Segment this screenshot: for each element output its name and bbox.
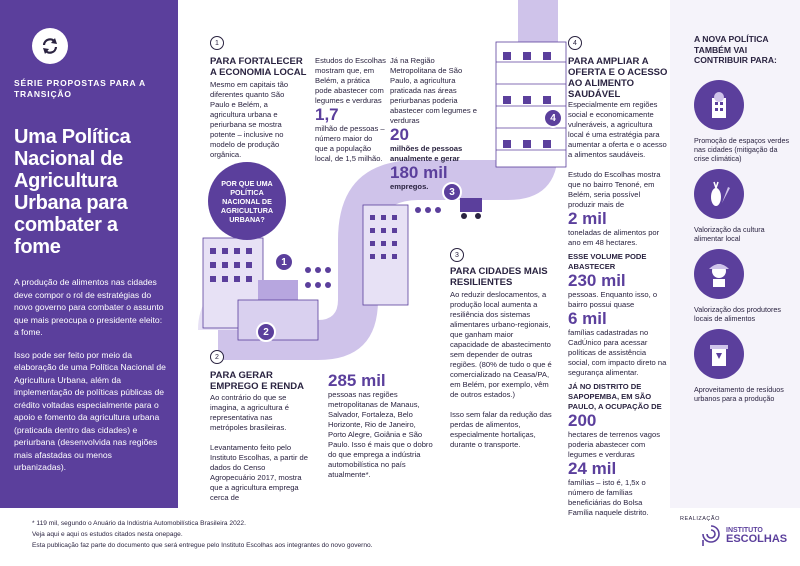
left-panel — [0, 0, 178, 508]
stat-belem-people: 1,7 — [315, 105, 339, 124]
map-marker-2: 2 — [256, 322, 276, 342]
contribution-text: Valorização da cultura alimentar local — [694, 224, 765, 243]
section-number-1: 1 — [210, 36, 224, 50]
realizacao-label: REALIZAÇÃO — [680, 516, 720, 522]
section-2-title: PARA GERAR EMPREGO E RENDA — [210, 370, 304, 392]
refresh-arrows-icon — [32, 28, 68, 64]
stat-people-supplied: 230 mil — [568, 271, 626, 290]
section-4-title: PARA AMPLIAR A OFERTA E O ACESSO AO ALIMENTO SAUDÁVEL — [568, 56, 668, 100]
contribution-text: Valorização dos produtores locais de alimentos — [694, 304, 781, 323]
contributions-title: A NOVA POLÍTICA TAMBÉM VAI CONTRIBUIR PARA: — [694, 34, 777, 65]
org-line-2: ESCOLHAS — [726, 533, 788, 545]
publication-note: Esta publicação faz parte do documento que será entregue pelo Instituto Escolhas aos integrantes do novo governo. — [32, 542, 373, 549]
contribution-text: Promoção de espaços verdes nas cidades (mitigação da crise climática) — [694, 135, 790, 163]
escolhas-fingerprint-icon — [700, 522, 722, 548]
section-1-title: PARA FORTALECER A ECONOMIA LOCAL — [210, 56, 307, 78]
section-2-stat: 285 mil pessoas nas regiões metropolitanas de Manaus, Salvador, Fortaleza, Belo Horizonte, Rio de Janeiro, Porto Alegre, Goiânia e São Paulo. Isso é mais que o dobro do que emprega a indústria automobilística no país atualmente*. — [328, 371, 433, 479]
stat-sp-people: 20 — [390, 125, 409, 144]
intro-paragraph-1: A produção de alimentos nas cidades deve compor o rol de estratégias do novo governo para combater o assunto que mais preocupa o presidente eleito: a fome. — [14, 277, 164, 337]
stat-agri-jobs: 285 mil — [328, 371, 386, 390]
contribution-item — [694, 169, 792, 243]
intro-paragraph-2: Isso pode ser feito por meio da elaboração de uma Política Nacional de Agricultura Urbana, além da implementação de políticas públicas de crédito voltadas especialmente para o apoio e fomento da agricultura urbana (praticada dentro das cidades) e periurbana (desenvolvida nas regiões mais afastadas ou menos urbanizadas). — [14, 349, 166, 472]
section-1-sao-paulo: Já na Região Metropolitana de São Paulo, a agricultura praticada nas áreas periurbanas poderia abastecer com legumes e verduras 20 milhões de pessoas anualmente e gerar 180 mil empregos. — [390, 56, 482, 192]
contribution-text: Aproveitamento de resíduos urbanos para a produção — [694, 384, 784, 403]
map-marker-3: 3 — [442, 182, 462, 202]
infographic-body — [178, 0, 670, 517]
section-3-title: PARA CIDADES MAIS RESILIENTES — [450, 266, 548, 288]
section-4-text: Especialmente em regiões social e economicamente vulneráveis, a agricultura local é uma estratégia para aumentar a oferta e o acesso a alimentos saudáveis. Estudo do Escolhas mostra que no bairro Tenoné, em Belém, seria possível produzir mais de 2 mil toneladas de alimentos por ano em 48 hectares. ESSE VOLUME PODE ABASTECER 230 mil pessoas. Enquanto isso, o bairro possui quase 6 mil famílias cadastradas no CadÚnico para acessar políticas de assistência social, com impacto direto na segurança alimentar. JÁ NO DISTRITO DE SAPOPEMBA, EM SÃO PAULO, A OCUPAÇÃO DE 200 hectares de terrenos vagos poderia abastecer com legumes e verduras 24 mil famílias – isto é, 1,5x o número de famílias beneficiárias do Bolsa Família naquele distrito. — [568, 100, 667, 517]
section-2-text: Ao contrário do que se imagina, a agricultura é representativa nas metrópoles brasileiras. Levantamento feito pelo Instituto Escolhas, a partir de dados do Censo Agropecuário 2017, mostra que a agricultura emprega cerca de — [210, 393, 308, 502]
stat-families-sapopemba: 24 mil — [568, 459, 617, 478]
farmer-icon — [694, 249, 744, 299]
section-3-text: Ao reduzir deslocamentos, a produção local aumenta a resiliência dos sistemas alimentares urbano-regionais, que ganham maior capacidade de abastecimento sem depender de outras regiões. (80% de tudo o que é comercializado na Ceasa/PA, em Belém, por exemplo, vêm de outros estados.) Isso sem falar da redução das perdas de alimentos, especialmente hortaliças, durante o transporte. — [450, 290, 552, 449]
stat-families-cadunico: 6 mil — [568, 309, 607, 328]
compost-bin-icon — [694, 329, 744, 379]
section-number-3: 3 — [450, 248, 464, 262]
stat-tonnes: 2 mil — [568, 209, 607, 228]
footnote: * 119 mil, segundo o Anuário da Indústria Automobilística Brasileira 2022. — [32, 520, 246, 527]
page-title: Uma Política Nacional de Agricultura Urbana para combater a fome — [14, 126, 131, 258]
map-marker-4: 4 — [543, 108, 563, 128]
footer — [0, 508, 670, 566]
section-number-4: 4 — [568, 36, 582, 50]
why-policy-bubble: POR QUE UMA POLÍTICA NACIONAL DE AGRICULTURA URBANA? — [208, 162, 286, 240]
stat-sp-jobs: 180 mil — [390, 163, 448, 182]
section-number-2: 2 — [210, 350, 224, 364]
studies-links[interactable]: Veja aqui e aqui os estudos citados nesta onepage. — [32, 531, 183, 538]
contribution-item — [694, 249, 792, 323]
green-building-icon — [694, 80, 744, 130]
contribution-item — [694, 80, 792, 163]
contributions-panel — [670, 0, 800, 508]
contribution-item — [694, 329, 792, 403]
series-label: SÉRIE PROPOSTAS PARA A TRANSIÇÃO — [14, 78, 146, 99]
vegetables-icon — [694, 169, 744, 219]
section-1-text: Mesmo em capitais tão diferentes quanto São Paulo e Belém, a agricultura urbana e periurbana se mostra potente – inclusive no modelo de produção orgânica. — [210, 80, 289, 159]
org-line-1: INSTITUTO — [726, 527, 763, 534]
section-1-belem: Estudos do Escolhas mostram que, em Belém, a prática pode abastecer com legumes e verduras 1,7 milhão de pessoas – número maior do que a população local, de 1,5 milhão. — [315, 56, 386, 163]
stat-hectares: 200 — [568, 411, 597, 430]
instituto-escolhas-logo — [700, 522, 787, 548]
map-marker-1: 1 — [274, 252, 294, 272]
